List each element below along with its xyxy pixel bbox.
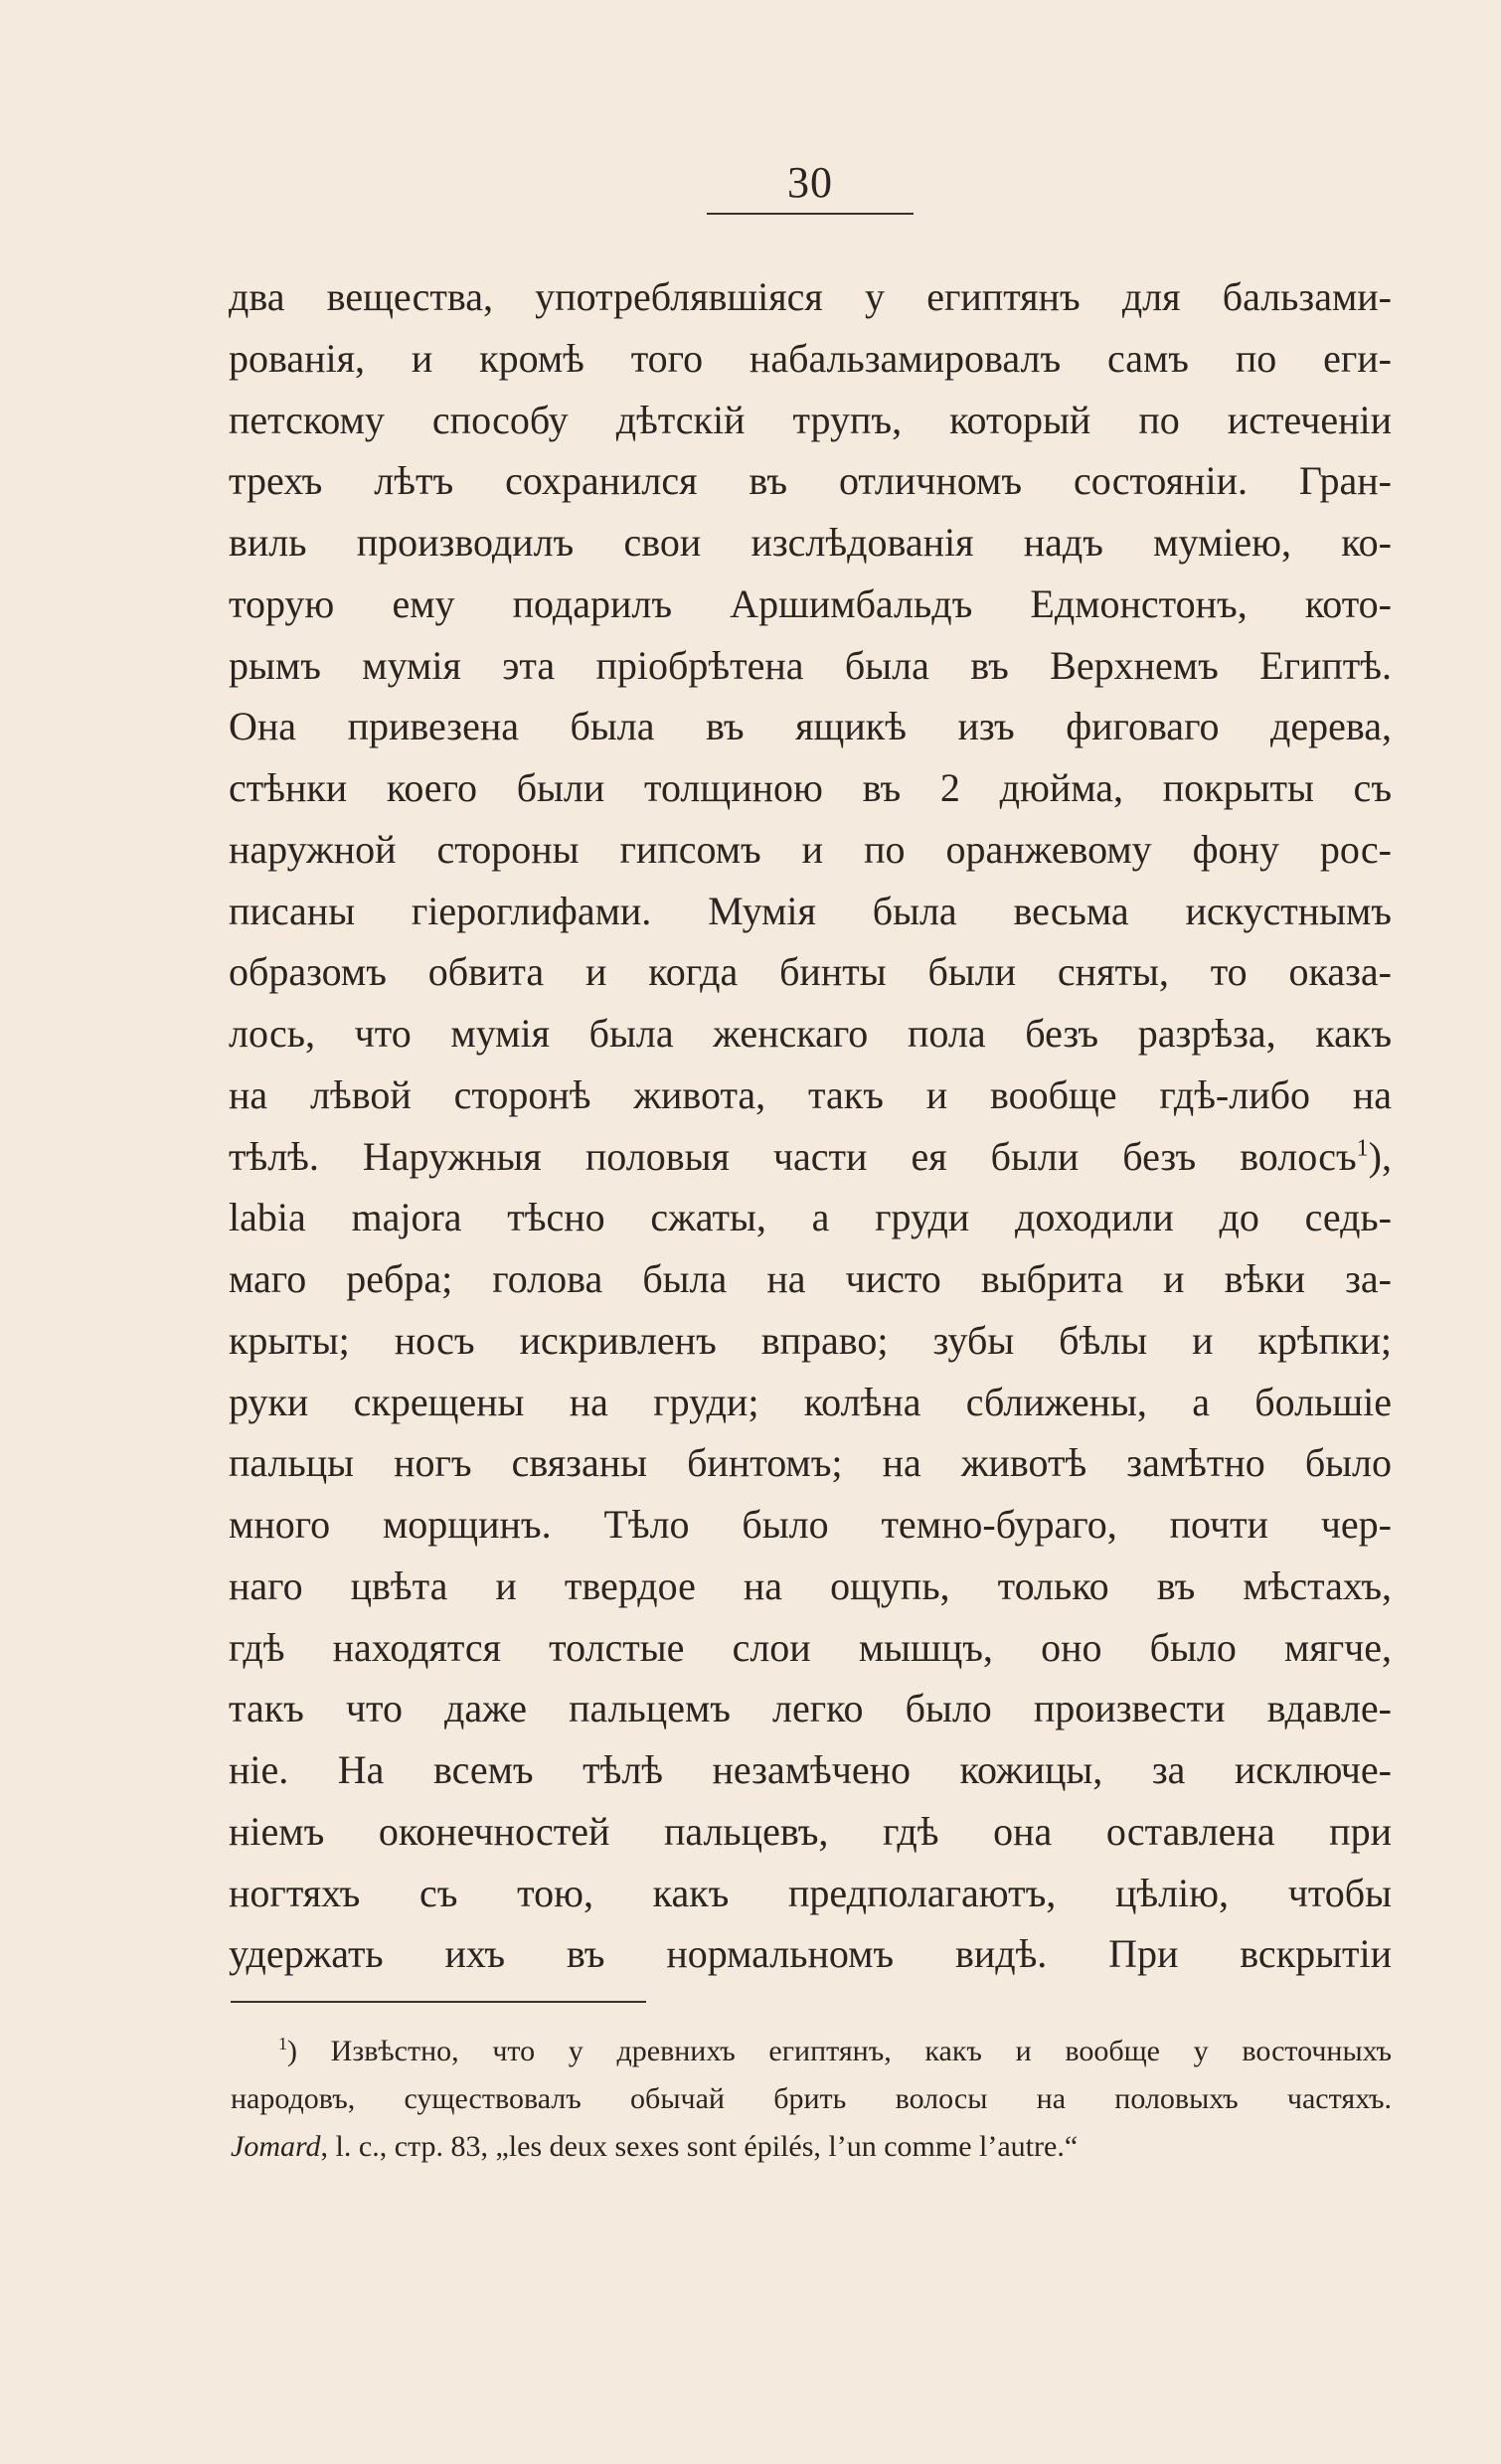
text-line: на лѣвой сторонѣ живота, такъ и вообще гдѣ-либо на bbox=[229, 1071, 1392, 1117]
text-line: много морщинъ. Тѣло было темно-бураго, почти чер- bbox=[229, 1502, 1392, 1547]
body-text bbox=[229, 266, 1392, 1985]
footnote-line: народовъ, существовалъ обычай брить волосы на половыхъ частяхъ. bbox=[231, 2082, 1392, 2115]
text-line: ногтяхъ съ тою, какъ предполагаютъ, цѣлію, чтобы bbox=[229, 1870, 1392, 1915]
footnote-reference[interactable]: 1 bbox=[1356, 1135, 1369, 1162]
text-line-content: тѣлѣ. Наружныя половыя части ея были безъ волосъ bbox=[229, 1133, 1357, 1179]
text-line: торую ему подарилъ Аршимбальдъ Едмонстонъ, кото- bbox=[229, 580, 1392, 626]
footnote-marker: 1 bbox=[278, 2034, 287, 2053]
text-line: гдѣ находятся толстые слои мышцъ, оно было мягче, bbox=[229, 1624, 1392, 1670]
footnote-line bbox=[231, 2123, 1392, 2171]
footnote-text: , l. c., стр. 83, „les deux sexes sont épilés, l’un comme l’autre.“ bbox=[320, 2130, 1079, 2163]
text-line: ніе. На всемъ тѣлѣ незамѣчено кожицы, за исключе- bbox=[229, 1747, 1392, 1792]
footnote-marker-suffix: ) bbox=[287, 2035, 297, 2067]
text-line: удержать ихъ въ нормальномъ видѣ. При вскрытіи bbox=[229, 1931, 1392, 1977]
page-number-rule bbox=[707, 213, 914, 215]
text-line: рованія, и кромѣ того набальзамировалъ самъ по еги- bbox=[229, 335, 1392, 381]
footnote bbox=[231, 2028, 1392, 2171]
text-line: пальцы ногъ связаны бинтомъ; на животѣ замѣтно было bbox=[229, 1440, 1392, 1486]
text-line: рымъ мумія эта пріобрѣтена была въ Верхнемъ Египтѣ. bbox=[229, 642, 1392, 688]
text-line-with-footnote-ref bbox=[229, 1126, 1392, 1188]
text-line: Она привезена была въ ящикѣ изъ фиговаго дерева, bbox=[229, 704, 1392, 749]
text-line: виль производилъ свои изслѣдованія надъ муміею, ко- bbox=[229, 520, 1392, 565]
text-line: лось, что мумія была женскаго пола безъ разрѣза, какъ bbox=[229, 1011, 1392, 1056]
text-line: labia majora тѣсно сжаты, а груди доходили до седь- bbox=[229, 1195, 1392, 1240]
text-line: образомъ обвита и когда бинты были сняты, то оказа- bbox=[229, 949, 1392, 995]
text-line: петскому способу дѣтскій трупъ, который по истеченіи bbox=[229, 397, 1392, 442]
footnote-author: Jomard bbox=[231, 2130, 321, 2163]
text-line: стѣнки коего были толщиною въ 2 дюйма, покрыты съ bbox=[229, 765, 1392, 810]
text-line: крыты; носъ искривленъ вправо; зубы бѣлы и крѣпки; bbox=[229, 1317, 1392, 1363]
footnote-line bbox=[231, 2028, 1392, 2075]
text-line: трехъ лѣтъ сохранился въ отличномъ состояніи. Гран- bbox=[229, 458, 1392, 504]
footnote-separator bbox=[231, 2001, 646, 2003]
page-number: 30 bbox=[787, 158, 833, 207]
text-line: ніемъ оконечностей пальцевъ, гдѣ она оставлена при bbox=[229, 1808, 1392, 1854]
text-line: наго цвѣта и твердое на ощупь, только въ мѣстахъ, bbox=[229, 1562, 1392, 1608]
text-line: руки скрещены на груди; колѣна сближены, а большіе bbox=[229, 1379, 1392, 1424]
text-line: маго ребра; голова была на чисто выбрита и вѣки за- bbox=[229, 1256, 1392, 1301]
text-line: писаны гіероглифами. Мумія была весьма искустнымъ bbox=[229, 888, 1392, 933]
footnote-text: Извѣстно, что у древнихъ египтянъ, какъ и вообще у восточныхъ bbox=[297, 2035, 1392, 2067]
text-line: такъ что даже пальцемъ легко было произвести вдавле- bbox=[229, 1686, 1392, 1731]
footnote-ref-suffix: ), bbox=[1368, 1133, 1392, 1179]
text-line: наружной стороны гипсомъ и по оранжевому фону рос- bbox=[229, 826, 1392, 872]
text-line: два вещества, употреблявшіяся у египтянъ для бальзами- bbox=[229, 274, 1392, 319]
